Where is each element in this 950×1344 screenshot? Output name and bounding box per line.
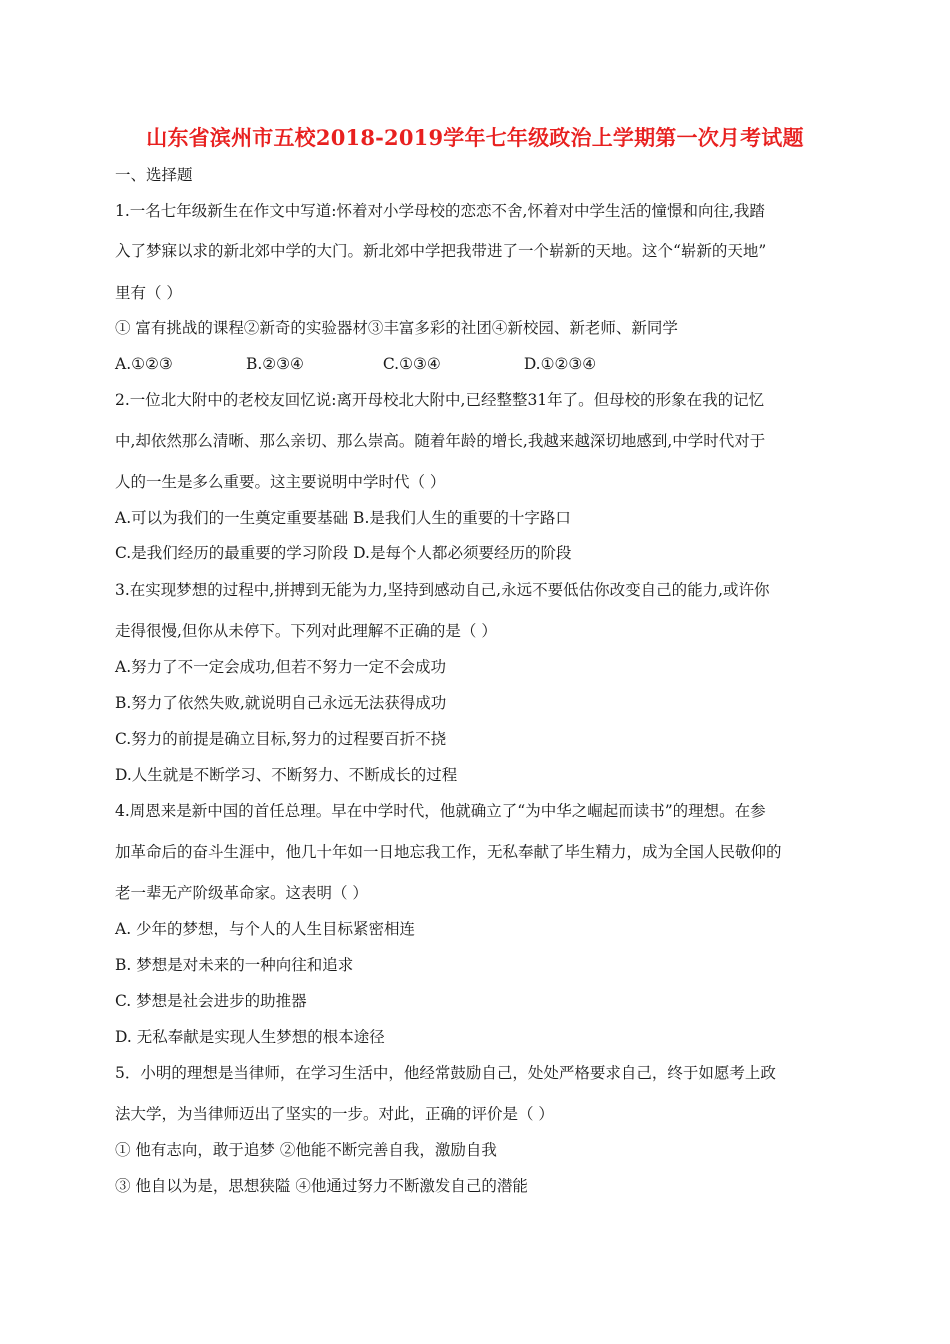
question-5-line-2: 法大学，为当律师迈出了坚实的一步。对此，正确的评价是（ ） (115, 1105, 554, 1123)
question-4-line-3: 老一辈无产阶级革命家。这表明（ ） (115, 884, 368, 902)
question-2-line-3: 人的一生是多么重要。这主要说明中学时代（ ） (115, 473, 446, 491)
question-2-options-ab: A.可以为我们的一生奠定重要基础 B.是我们人生的重要的十字路口 (115, 509, 571, 527)
question-1-options (115, 354, 596, 374)
question-1-option-a: A.①②③ (115, 355, 173, 373)
question-4-option-b: B. 梦想是对未来的一种向往和追求 (115, 956, 354, 974)
question-5-line-1: 5．小明的理想是当律师，在学习生活中，他经常鼓励自己，处处严格要求自己，终于如愿考上政 (115, 1064, 776, 1082)
question-4-option-c: C. 梦想是社会进步的助推器 (115, 992, 307, 1010)
question-1-line-3: 里有（ ） (115, 284, 182, 302)
question-1-option-b: B.②③④ (245, 355, 304, 373)
section-heading: 一、选择题 (115, 166, 193, 184)
document-title: 山东省滨州市五校2018-2019学年七年级政治上学期第一次月考试题 (146, 125, 804, 150)
question-3-option-a: A.努力了不一定会成功,但若不努力一定不会成功 (115, 658, 447, 676)
question-2-line-2: 中,却依然那么清晰、那么亲切、那么崇高。随着年龄的增长,我越来越深切地感到,中学时代对于 (115, 432, 766, 450)
question-1-line-1: 1.一名七年级新生在作文中写道:怀着对小学母校的恋恋不舍,怀着对中学生活的憧憬和向往,我踏 (115, 202, 765, 220)
question-2-line-1: 2.一位北大附中的老校友回忆说:离开母校北大附中,已经整整31年了。但母校的形象在我的记忆 (115, 391, 765, 409)
question-3-option-b: B.努力了依然失败,就说明自己永远无法获得成功 (115, 694, 447, 712)
question-3-line-1: 3.在实现梦想的过程中,拼搏到无能为力,坚持到感动自己,永远不要低估你改变自己的能力,或许你 (115, 581, 770, 599)
question-3-line-2: 走得很慢,但你从未停下。下列对此理解不正确的是（ ） (115, 622, 497, 640)
question-4-option-a: A. 少年的梦想，与个人的人生目标紧密相连 (115, 920, 416, 938)
question-5-options-34: ③ 他自以为是，思想狭隘 ④他通过努力不断激发自己的潜能 (115, 1177, 528, 1195)
question-1-line-2: 入了梦寐以求的新北郊中学的大门。新北郊中学把我带进了一个崭新的天地。这个“崭新的天地” (115, 242, 767, 260)
question-4-line-1: 4.周恩来是新中国的首任总理。早在中学时代，他就确立了“为中华之崛起而读书”的理想。在参 (115, 802, 766, 820)
question-3-option-d: D.人生就是不断学习、不断努力、不断成长的过程 (115, 766, 458, 784)
question-3-option-c: C.努力的前提是确立目标,努力的过程要百折不挠 (115, 730, 447, 748)
question-2-options-cd: C.是我们经历的最重要的学习阶段 D.是每个人都必须要经历的阶段 (115, 544, 572, 562)
question-1-statement: ① 富有挑战的课程②新奇的实验器材③丰富多彩的社团④新校园、新老师、新同学 (115, 319, 678, 337)
question-1-option-c: C.①③④ (382, 355, 441, 373)
question-1-option-d: D.①②③④ (523, 355, 597, 373)
question-5-options-12: ① 他有志向，敢于追梦 ②他能不断完善自我，激励自我 (115, 1141, 497, 1159)
question-4-option-d: D. 无私奉献是实现人生梦想的根本途径 (115, 1028, 385, 1046)
question-4-line-2: 加革命后的奋斗生涯中，他几十年如一日地忘我工作，无私奉献了毕生精力，成为全国人民敬仰的 (115, 843, 782, 861)
